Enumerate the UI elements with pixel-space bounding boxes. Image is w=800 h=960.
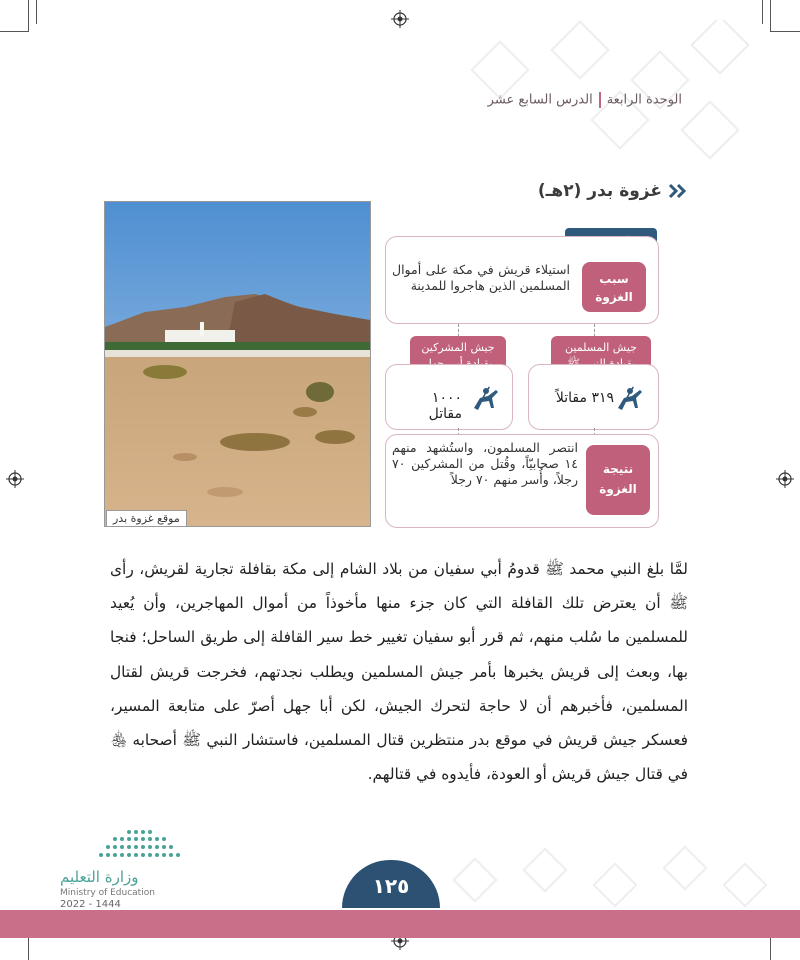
unit-label: الوحدة الرابعة (606, 92, 682, 108)
bottom-bar (0, 910, 800, 938)
registration-mark-icon (391, 10, 409, 28)
horseman-icon (614, 384, 646, 414)
muslims-count: ٣١٩ مقاتلاً (555, 390, 614, 406)
registration-mark-icon (776, 470, 794, 488)
registration-mark-icon (6, 470, 24, 488)
badr-photo (104, 201, 371, 527)
photo-caption: موقع غزوة بدر (106, 510, 187, 527)
ministry-name-en: Ministry of Education (60, 888, 155, 898)
crop-mark (770, 0, 771, 32)
crop-mark (28, 0, 29, 32)
horseman-icon (470, 384, 502, 414)
page-number: ١٢٥ (342, 860, 440, 908)
decorative-pattern (440, 845, 780, 910)
section-title (538, 181, 688, 201)
breadcrumb (488, 92, 682, 108)
ministry-logo-icon (96, 830, 186, 864)
cause-text: استيلاء قريش في مكة على أموال المسلمين الذين هاجروا للمدينة (392, 262, 570, 293)
crop-mark (771, 31, 800, 32)
double-chevron-icon (668, 183, 688, 199)
ministry-year: 2022 - 1444 (60, 899, 121, 910)
section-title-text: غزوة بدر (٢هـ) (537, 181, 662, 201)
crop-mark (36, 0, 37, 24)
lesson-label: الدرس السابع عشر (487, 92, 593, 108)
result-label: نتيجة الغزوة (586, 445, 650, 515)
result-text: انتصر المسلمون، واستُشهد منهم ١٤ صحابيّاً، وقُتل من المشركين ٧٠ رجلاً، وأُسر منهم ٧٠ رجلاً (392, 440, 578, 487)
crop-mark (0, 31, 28, 32)
mushrikin-count: ١٠٠٠ مقاتل (428, 390, 462, 422)
lesson-paragraph: لمَّا بلغ النبي محمد ﷺ قدومُ أبي سفيان من بلاد الشام إلى مكة بقافلة تجارية لقريش، رأى ﷺ أن يعترض تلك القافلة التي كان جزء منها مأخوذاً من أموال المهاجرين، وأن يُعيد للمسلمين ما سُلب منهم، ثم قرر أبو سفيان تغيير خط سير القافلة إلى طريق الساحل؛ فنجا بها، وبعث إلى قريش يخبرها بأمر جيش المسلمين ويطلب نجدتهم، فخرجت قريش لقتال المسلمين، فأخبرهم أن لا حاجة لتحرك الجيش، لكن أبا جهل أصرّ على متابعة المسير، فعسكر جيش قريش في موقع بدر منتظرين قتال المسلمين، فاستشار النبي ﷺ أصحابه ﵃ في قتال جيش قريش أو العودة، فأيدوه في قتالهم. (110, 560, 688, 784)
divider (599, 92, 601, 108)
ministry-name-ar: وزارة التعليم (60, 868, 139, 886)
cause-label: سبب الغزوة (582, 262, 646, 312)
muslims-label-line1: جيش المسلمين (565, 341, 637, 354)
mushrikin-label-line1: جيش المشركين (421, 341, 495, 354)
